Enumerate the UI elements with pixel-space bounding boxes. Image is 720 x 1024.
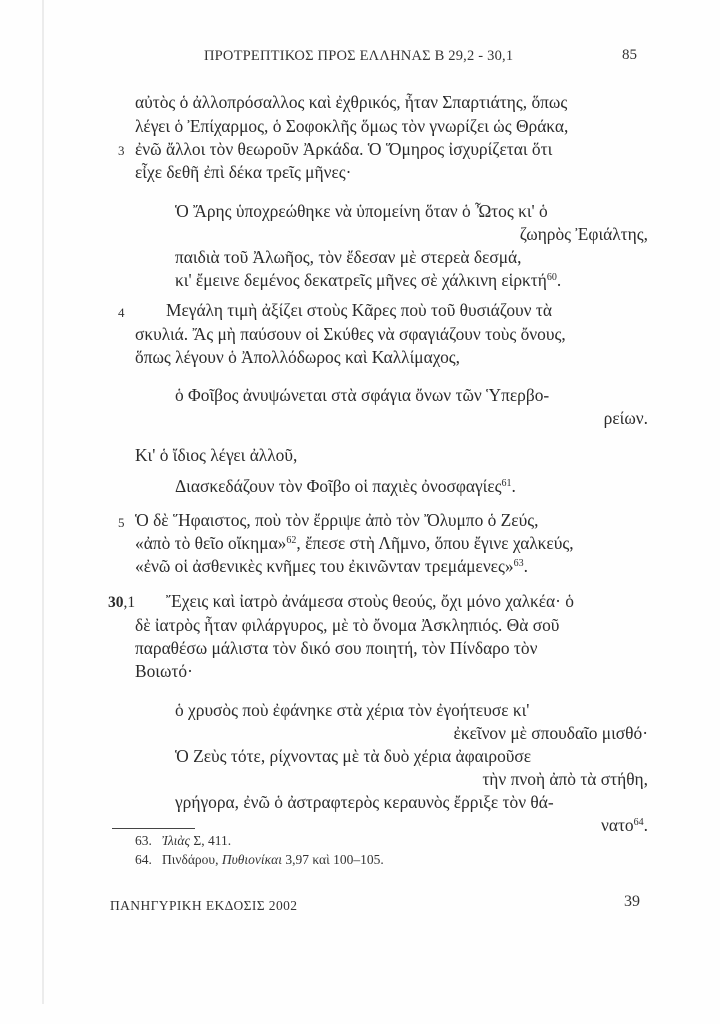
- text-line: Ἔχεις καὶ ἰατρὸ ἀνάμεσα στοὺς θεούς, ὄχι μόνο χαλκέα· ὁ: [166, 591, 574, 611]
- section-subnumber: ,1: [123, 594, 136, 611]
- footnote-ref[interactable]: 61: [501, 478, 512, 489]
- footnote-64: [135, 852, 384, 868]
- text-line: ἐνῶ ἄλλοι τὸν θεωροῦν Ἀρκάδα. Ὁ Ὅμηρος ἰσχυρίζεται ὅτι: [135, 139, 553, 159]
- footnote-rule: [112, 828, 195, 829]
- text-line: Μεγάλη τιμὴ ἀξίζει στοὺς Κᾶρες ποὺ τοῦ θυσιάζουν τὰ: [166, 300, 552, 320]
- footnote-title: Ἰλιὰς: [162, 833, 190, 848]
- footnote-text: 3,97 καὶ 100–105.: [281, 852, 384, 867]
- verse-line: Ὁ Ἄρης ὑποχρεώθηκε νὰ ὑπομείνη ὅταν ὁ Ὦτος κι' ὁ: [175, 201, 548, 221]
- verse-line: ὁ χρυσὸς ποὺ ἐφάνηκε στὰ χέρια τὸν ἐγοήτευσε κι': [175, 700, 530, 720]
- text-line: Βοιωτό·: [135, 661, 193, 681]
- verse-line: ἐκεῖνον μὲ σπουδαῖο μισθό·: [453, 723, 648, 743]
- text-line: αὐτὸς ὁ ἀλλοπρόσαλλος καὶ ἐχθρικός, ἦταν Σπαρτιάτης, ὅπως: [135, 92, 568, 112]
- section-marker: [108, 593, 135, 613]
- text-line: «ἐνῶ οἱ ἀσθενικὲς κνῆμες του ἐκινῶνταν τρεμάμενες»$^{63}$.: [135, 556, 528, 576]
- footer-page-number: 39: [624, 893, 640, 910]
- text-line: Κι' ὁ ἴδιος λέγει ἀλλοῦ,: [135, 445, 298, 465]
- text-line: σκυλιά. Ἄς μὴ παύσουν οἱ Σκύθες νὰ σφαγιάζουν τοὺς ὄνους,: [135, 324, 566, 344]
- section-number: 30: [108, 594, 124, 611]
- scan-page-edge: [42, 0, 44, 1004]
- verse-line: ρείων.: [603, 408, 648, 428]
- footnote-text: Σ, 411.: [189, 833, 232, 848]
- quoted-text: «ἀπὸ τὸ θεῖο οἴκημα»: [135, 533, 287, 553]
- verse-text: κι' ἔμεινε δεμένος δεκατρεῖς μῆνες σὲ χάλκινη εἱρκτή: [175, 270, 547, 290]
- header-page-number: 85: [622, 47, 637, 63]
- text-line: [135, 533, 574, 553]
- running-header: ΠΡΟΤΡΕΠΤΙΚΟΣ ΠΡΟΣ ΕΛΛΗΝΑΣ Β 29,2 - 30,1: [204, 48, 514, 64]
- verse-line: ζωηρὸς Ἐφιάλτης,: [519, 224, 648, 244]
- text-span: , ἔπεσε στὴ Λῆμνο, ὅπου ἔγινε χαλκεύς,: [296, 533, 574, 553]
- footnote-number: 63.: [135, 833, 152, 848]
- verse-text: Διασκεδάζουν τὸν Φοῖβο οἱ παχιὲς ὀνοσφαγίες: [175, 476, 502, 496]
- line-marker: 4: [118, 305, 125, 320]
- footnote-ref[interactable]: 63: [513, 558, 524, 569]
- footnote-ref[interactable]: 64: [633, 817, 644, 828]
- text-line: Ὁ δὲ Ἥφαιστος, ποὺ τὸν ἔρριψε ἀπὸ τὸν Ὄλυμπο ὁ Ζεύς,: [135, 510, 539, 530]
- verse-line: Ὁ Ζεὺς τότε, ρίχνοντας μὲ τὰ δυὸ χέρια ἀφαιροῦσε: [175, 746, 532, 766]
- text-line: δὲ ἰατρὸς ἦταν φιλάργυρος, μὲ τὸ ὄνομα Ἀσκληπιός. Θὰ σοῦ: [135, 615, 560, 635]
- text-line: παραθέσω μάλιστα τὸν δικό σου ποιητή, τὸν Πίνδαρο τὸν: [135, 638, 538, 658]
- quoted-text: «ἐνῶ οἱ ἀσθενικὲς κνῆμες του ἐκινῶνταν τρεμάμενες»: [135, 556, 514, 576]
- footnote-title: Πυθιονίκαι: [221, 852, 282, 867]
- text-line: ὅπως λέγουν ὁ Ἀπολλόδωρος καὶ Καλλίμαχος,: [135, 347, 460, 367]
- verse-line: τὴν πνοὴ ἀπὸ τὰ στήθη,: [482, 769, 648, 789]
- footnote-ref[interactable]: 62: [286, 535, 297, 546]
- text-line: εἶχε δεθῆ ἐπὶ δέκα τρεῖς μῆνες·: [135, 162, 352, 182]
- verse-line: γρήγορα, ἐνῶ ὁ ἀστραφτερὸς κεραυνὸς ἔρριξε τὸν θά-: [175, 792, 554, 812]
- verse-line: νατο$^{64}$.: [600, 815, 648, 835]
- edition-footer: ΠΑΝΗΓΥΡΙΚΗ ΕΚΔΟΣΙΣ 2002: [110, 898, 298, 913]
- footnote-ref[interactable]: 60: [546, 272, 557, 283]
- verse-line: κι' ἔμεινε δεμένος δεκατρεῖς μῆνες σὲ χάλκινη εἱρκτή$^{60}$.: [175, 270, 562, 290]
- verse-line: παιδιὰ τοῦ Ἀλωῆος, τὸν ἔδεσαν μὲ στερεὰ δεσμά,: [175, 247, 522, 267]
- footnote-author: Πινδάρου,: [162, 852, 222, 867]
- line-marker: 3: [118, 143, 125, 158]
- verse-line: Διασκεδάζουν τὸν Φοῖβο οἱ παχιὲς ὀνοσφαγίες$^{61}$.: [175, 476, 516, 496]
- footnote-number: 64.: [135, 852, 152, 867]
- verse-text: νατο: [600, 815, 634, 835]
- verse-line: ὁ Φοῖβος ἀνυψώνεται στὰ σφάγια ὄνων τῶν Ὑπερβο-: [175, 385, 550, 405]
- line-marker: 5: [118, 515, 125, 530]
- footnote-63: [135, 833, 231, 849]
- text-line: λέγει ὁ Ἐπίχαρμος, ὁ Σοφοκλῆς ὅμως τὸν γνωρίζει ὡς Θράκα,: [135, 116, 569, 136]
